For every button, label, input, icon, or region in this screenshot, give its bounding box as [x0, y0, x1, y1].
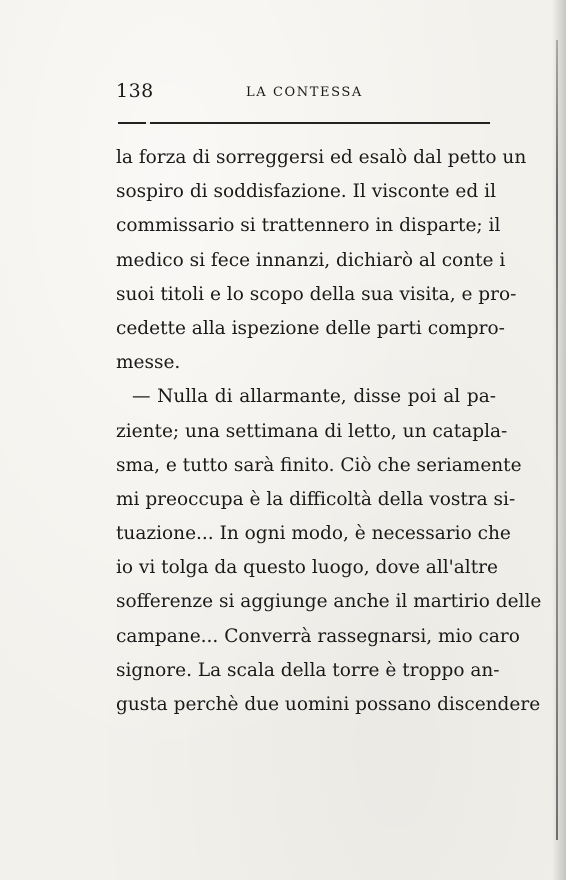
- text-line: suoi titoli e lo scopo della sua visita, e pro-: [116, 283, 517, 305]
- text-line: sospiro di soddisfazione. Il visconte ed il: [116, 181, 496, 203]
- text-line: cedette alla ispezione delle parti compro-: [116, 317, 505, 339]
- header-rule: [118, 122, 490, 124]
- binding-edge: [556, 40, 558, 840]
- text-line: commissario si trattennero in disparte; il: [116, 215, 501, 237]
- text-line: messe.: [116, 352, 181, 374]
- header-rule-gap: [146, 121, 150, 125]
- text-line: campane... Converrà rassegnarsi, mio caro: [116, 625, 520, 647]
- text-line: tuazione... In ogni modo, è necessario che: [116, 523, 511, 545]
- text-line: — Nulla di allarmante, disse poi al pa-: [132, 386, 496, 408]
- text-line: sofferenze si aggiunge anche il martirio delle: [116, 591, 542, 613]
- page-edge-shadow: [552, 0, 566, 880]
- text-line: medico si fece innanzi, dichiarò al conte i: [116, 249, 506, 271]
- text-line: io vi tolga da questo luogo, dove all'altre: [116, 557, 498, 579]
- text-line: ziente; una settimana di letto, un catapla-: [116, 420, 508, 442]
- running-header: [116, 80, 490, 104]
- text-line: la forza di sorreggersi ed esalò dal petto un: [116, 147, 527, 168]
- body-text: [116, 141, 542, 722]
- text-line: sma, e tutto sarà finito. Ciò che seriamente: [116, 454, 522, 476]
- page-number: 138: [116, 80, 154, 102]
- text-line: mi preoccupa è la difficoltà della vostra si-: [116, 488, 516, 510]
- running-title: LA CONTESSA: [246, 85, 363, 100]
- text-line: signore. La scala della torre è troppo an-: [116, 659, 500, 681]
- text-line: gusta perchè due uomini possano discendere: [116, 694, 541, 715]
